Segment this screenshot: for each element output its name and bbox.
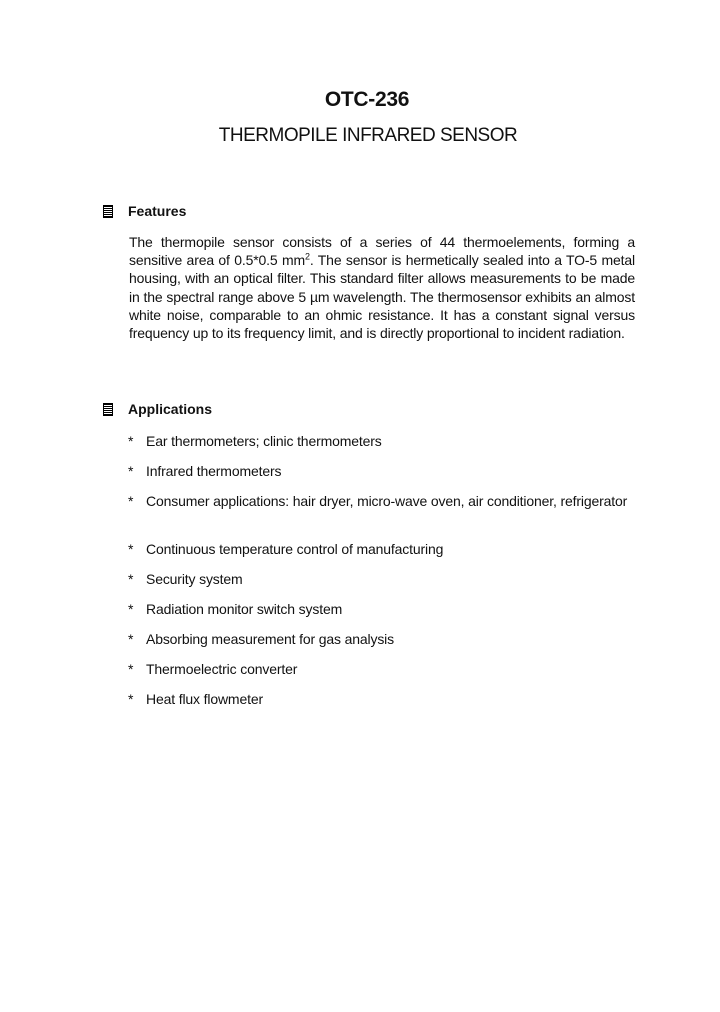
list-item xyxy=(128,432,635,451)
list-item-text: Heat flux flowmeter xyxy=(146,691,263,707)
list-item-text: Absorbing measurement for gas analysis xyxy=(146,631,394,647)
section-bullet-icon xyxy=(103,205,113,218)
applications-section-heading xyxy=(103,400,212,418)
bullet-star: * xyxy=(128,571,134,587)
features-text-part2: . The sensor is hermetically sealed into a TO-5 metal housing, with an optical filter. This standard filter allows measurements to be made in the spectral range above 5 µm wavelength. The thermosensor exhibits an almost white noise, comparable to an ohmic resistance. It has a constant signal versus frequency up to its frequency limit, and is directly proportional to incident radiation. xyxy=(129,252,635,342)
list-item-text: Consumer applications: hair dryer, micro-wave oven, air conditioner, refrigerator xyxy=(146,493,628,509)
document-title: OTC-236 xyxy=(324,88,410,111)
bullet-star: * xyxy=(128,601,134,617)
applications-heading-label: Applications xyxy=(128,401,213,417)
list-item-text: Security system xyxy=(146,571,243,587)
list-item xyxy=(128,540,635,559)
features-text-part1: The thermopile sensor consists of a series of 44 thermoelements, forming a sensitive area of 0.5*0.5 mm xyxy=(129,234,635,269)
bullet-star: * xyxy=(128,631,134,647)
list-item xyxy=(128,462,635,481)
bullet-star: * xyxy=(128,493,134,509)
document-subtitle: THERMOPILE INFRARED SENSOR xyxy=(218,125,518,146)
section-bullet-icon xyxy=(103,403,113,416)
bullet-star: * xyxy=(128,661,134,677)
list-item-text: Radiation monitor switch system xyxy=(146,601,343,617)
list-item-text: Infrared thermometers xyxy=(146,463,282,479)
bullet-star: * xyxy=(128,433,134,449)
features-superscript: 2 xyxy=(305,251,310,262)
list-item-text: Ear thermometers; clinic thermometers xyxy=(146,433,382,449)
bullet-star: * xyxy=(128,691,134,707)
list-item xyxy=(128,600,635,619)
features-section-heading xyxy=(103,202,186,220)
features-heading-label: Features xyxy=(128,203,187,219)
features-paragraph xyxy=(129,233,635,342)
list-item-text: Thermoelectric converter xyxy=(146,661,298,677)
list-item xyxy=(128,570,635,589)
list-item xyxy=(128,690,635,709)
list-item xyxy=(128,660,635,679)
list-item xyxy=(128,630,635,649)
list-item xyxy=(128,492,635,511)
bullet-star: * xyxy=(128,541,134,557)
bullet-star: * xyxy=(128,463,134,479)
list-item-text: Continuous temperature control of manufacturing xyxy=(146,541,444,557)
